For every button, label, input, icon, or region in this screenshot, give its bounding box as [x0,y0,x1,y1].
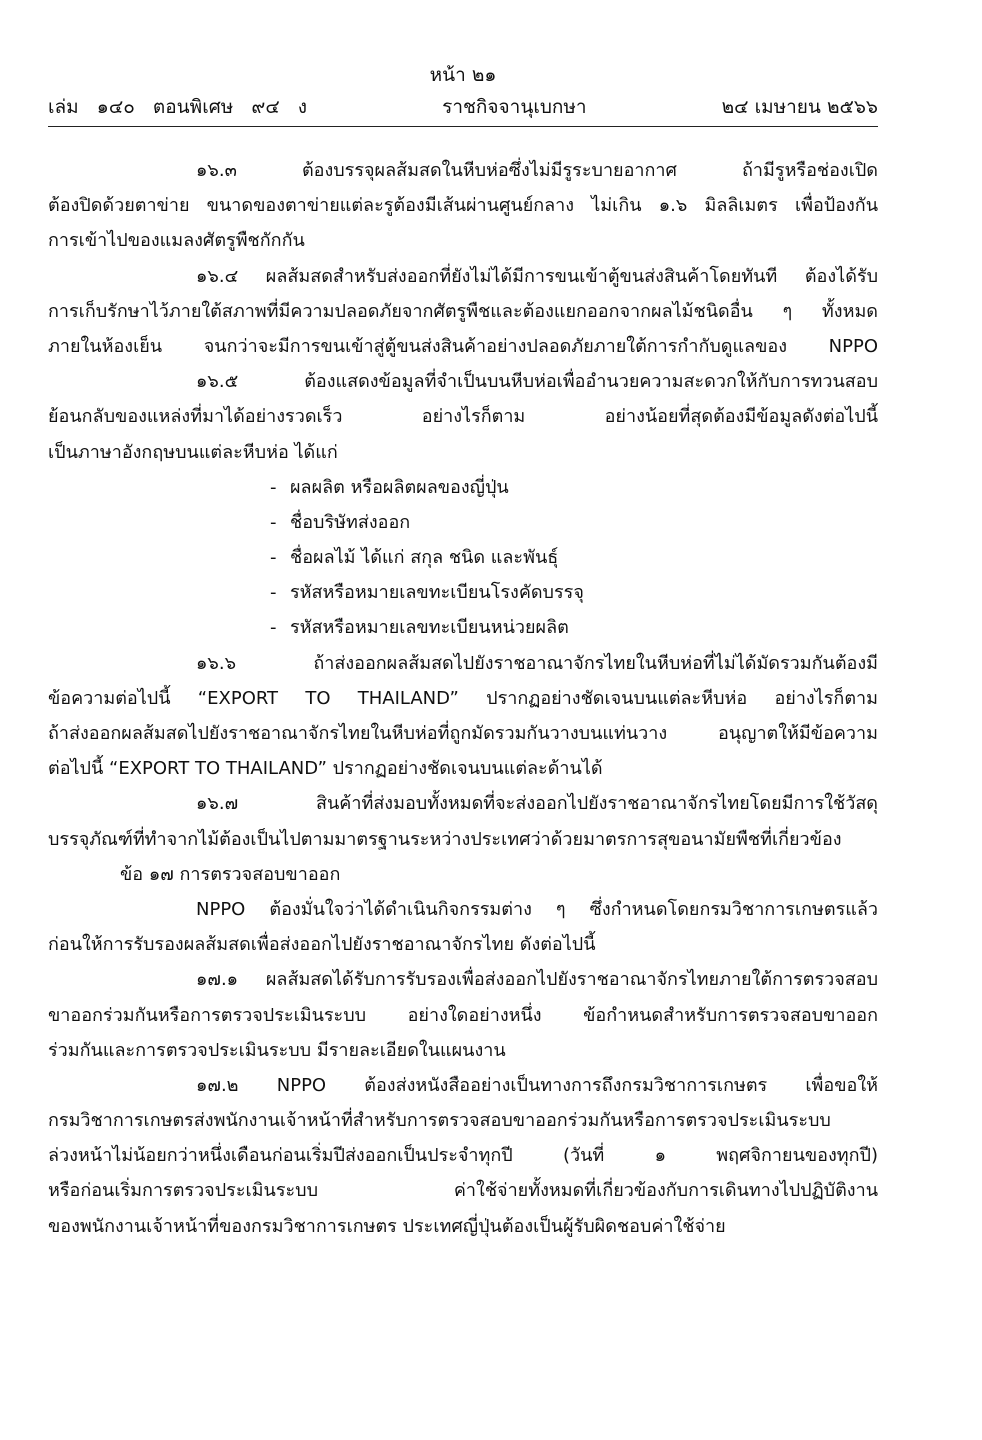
clause-16-5-line-2: ย้อนกลับของแหล่งที่มาได้อย่างรวดเร็ว อย่างไรก็ตาม อย่างน้อยที่สุดต้องมีข้อมูลดังต่อไปนี้ [48,406,878,428]
clause-16-6-line-1: ๑๖.๖ ถ้าส่งออกผลส้มสดไปยังราชอาณาจักรไทยในหีบห่อที่ไม่ได้มัดรวมกันต้องมี [196,652,878,674]
clause-17-2-line-4: หรือก่อนเริ่มการตรวจประเมินระบบ ค่าใช้จ่ายทั้งหมดที่เกี่ยวข้องกับการเดินทางไปปฏิบัติงาน [48,1180,878,1202]
clause-16-6-line-2: ข้อความต่อไปนี้ “EXPORT TO THAILAND” ปรากฏอย่างชัดเจนบนแต่ละหีบห่อ อย่างไรก็ตาม [48,687,878,709]
clause-17-2-line-3: ล่วงหน้าไม่น้อยกว่าหนึ่งเดือนก่อนเริ่มปีส่งออกเป็นประจำทุกปี (วันที่ ๑ พฤศจิกายนของทุกปี) [48,1145,878,1167]
clause-17-2-line-1: ๑๗.๒ NPPO ต้องส่งหนังสืออย่างเป็นทางการถึงกรมวิชาการเกษตร เพื่อขอให้ [196,1074,878,1096]
volume-info: เล่ม ๑๔๐ ตอนพิเศษ ๙๔ ง [48,96,308,118]
clause-16-7-line-2: บรรจุภัณฑ์ที่ทำจากไม้ต้องเป็นไปตามมาตรฐานระหว่างประเทศว่าด้วยมาตรการสุขอนามัยพืชที่เกี่ยวข้อง [48,828,842,850]
list-item-text: ชื่อบริษัทส่งออก [290,511,411,533]
clause-16-3-line-3: การเข้าไปของแมลงศัตรูพืชกักกัน [48,230,305,252]
clause-16-4-line-3: ภายในห้องเย็น จนกว่าจะมีการขนเข้าสู่ตู้ขนส่งสินค้าอย่างปลอดภัยภายใต้การกำกับดูแลของ NPPO [48,335,878,357]
clause-17-1-line-1: ๑๗.๑ ผลส้มสดได้รับการรับรองเพื่อส่งออกไปยังราชอาณาจักรไทยภายใต้การตรวจสอบ [196,969,878,991]
bullet-dash: - [270,582,277,604]
bullet-dash: - [270,547,277,569]
section-17-intro-line-1: NPPO ต้องมั่นใจว่าได้ดำเนินกิจกรรมต่าง ๆ ซึ่งกำหนดโดยกรมวิชาการเกษตรแล้ว [196,898,878,920]
section-17-intro-line-2: ก่อนให้การรับรองผลส้มสดเพื่อส่งออกไปยังราชอาณาจักรไทย ดังต่อไปนี้ [48,934,596,956]
list-item [48,575,878,610]
bullet-dash: - [270,476,277,498]
clause-17-2-line-5: ของพนักงานเจ้าหน้าที่ของกรมวิชาการเกษตร ประเทศญี่ปุ่นต้องเป็นผู้รับผิดชอบค่าใช้จ่าย [48,1215,726,1237]
gazette-header [48,90,878,127]
clause-16-4-line-2: การเก็บรักษาไว้ภายใต้สภาพที่มีความปลอดภัยจากศัตรูพืชและต้องแยกออกจากผลไม้ชนิดอื่น ๆ ทั้งหมด [48,300,878,322]
document-body [48,153,878,1244]
gazette-page [48,60,878,1244]
list-item [48,610,878,645]
publish-date: ๒๔ เมษายน ๒๕๖๖ [721,96,878,118]
list-item-text: ชื่อผลไม้ ได้แก่ สกุล ชนิด และพันธุ์ [290,547,559,569]
gazette-title: ราชกิจจานุเบกษา [442,96,587,118]
list-item-text: ผลผลิต หรือผลิตผลของญี่ปุ่น [290,476,509,498]
clause-16-5-line-1: ๑๖.๕ ต้องแสดงข้อมูลที่จำเป็นบนหีบห่อเพื่ออำนวยความสะดวกให้กับการทวนสอบ [196,371,878,393]
list-item [48,505,878,540]
clause-16-5-line-3: เป็นภาษาอังกฤษบนแต่ละหีบห่อ ได้แก่ [48,441,338,463]
list-item [48,540,878,575]
list-item-text: รหัสหรือหมายเลขทะเบียนหน่วยผลิต [290,617,569,639]
clause-16-7-line-1: ๑๖.๗ สินค้าที่ส่งมอบทั้งหมดที่จะส่งออกไปยังราชอาณาจักรไทยโดยมีการใช้วัสดุ [196,793,878,815]
clause-16-6-line-3: ถ้าส่งออกผลส้มสดไปยังราชอาณาจักรไทยในหีบห่อที่ถูกมัดรวมกันวางบนแท่นวาง อนุญาตให้มีข้อความ [48,723,878,744]
clause-16-4-line-1: ๑๖.๔ ผลส้มสดสำหรับส่งออกที่ยังไม่ได้มีการขนเข้าตู้ขนส่งสินค้าโดยทันที ต้องได้รับ [196,265,878,287]
bullet-dash: - [270,511,277,533]
clause-16-3-line-1: ๑๖.๓ ต้องบรรจุผลส้มสดในหีบห่อซึ่งไม่มีรูระบายอากาศ ถ้ามีรูหรือช่องเปิด [196,160,878,181]
bullet-dash: - [270,617,277,639]
page-number: หน้า ๒๑ [429,64,497,86]
clause-17-1-line-3: ร่วมกันและการตรวจประเมินระบบ มีรายละเอียดในแผนงาน [48,1039,506,1061]
list-item-text: รหัสหรือหมายเลขทะเบียนโรงคัดบรรจุ [290,582,584,604]
clause-16-6-line-4: ต่อไปนี้ “EXPORT TO THAILAND” ปรากฏอย่างชัดเจนบนแต่ละด้านได้ [48,758,603,780]
list-item [48,470,878,505]
clause-17-1-line-2: ขาออกร่วมกันหรือการตรวจประเมินระบบ อย่างใดอย่างหนึ่ง ข้อกำหนดสำหรับการตรวจสอบขาออก [48,1004,878,1026]
clause-17-2-line-2: กรมวิชาการเกษตรส่งพนักงานเจ้าหน้าที่สำหรับการตรวจสอบขาออกร่วมกันหรือการตรวจประเมินระบบ [48,1110,831,1132]
section-17-heading: ข้อ ๑๗ การตรวจสอบขาออก [120,863,341,885]
clause-16-3-line-2: ต้องปิดด้วยตาข่าย ขนาดของตาข่ายแต่ละรูต้องมีเส้นผ่านศูนย์กลาง ไม่เกิน ๑.๖ มิลลิเมตร เพื่อป้องกัน [48,195,878,217]
